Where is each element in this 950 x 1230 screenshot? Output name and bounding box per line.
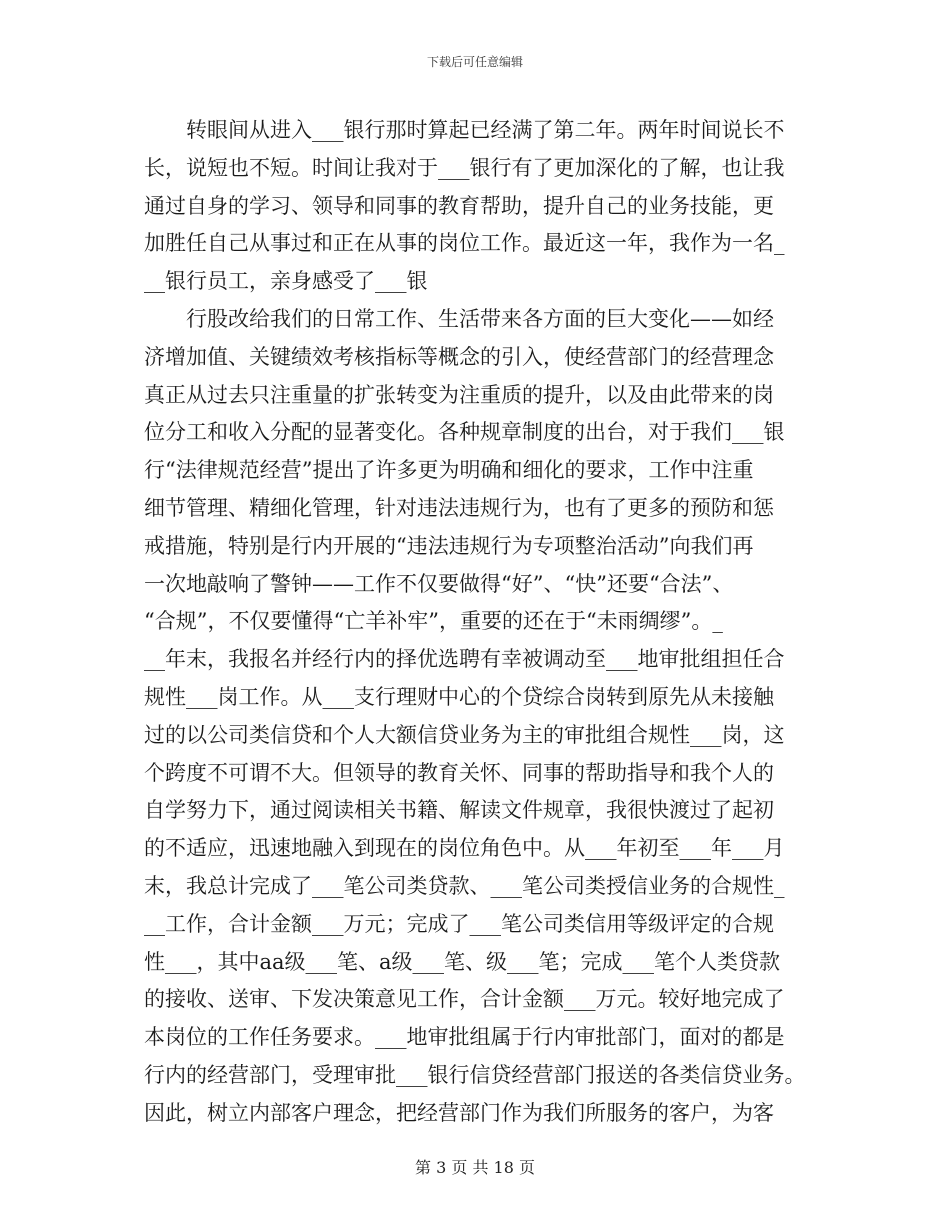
text-line: “合规”，不仅要懂得“亡羊补牢”，重要的还在于“未雨绸缪”。_ — [144, 609, 723, 634]
text-line: 细节管理、精细化管理，针对违法违规行为，也有了更多的预防和惩 — [144, 495, 774, 520]
text-line: 一次地敲响了警钟——工作不仅要做得“好”、“快”还要“合法”、 — [144, 571, 734, 596]
text-line: 济增加值、关键绩效考核指标等概念的引入，使经营部门的经营理念 — [144, 344, 774, 369]
text-line: 行“法律规范经营”提出了许多更为明确和细化的要求，工作中注重 — [144, 458, 754, 483]
text-line: 转眼间从进入___银行那时算起已经满了第二年。两年时间说长不 — [186, 118, 785, 142]
text-line: 过的以公司类信贷和个人大额信贷业务为主的审批组合规性___岗，这 — [144, 722, 785, 747]
text-line: 的不适应，迅速地融入到现在的岗位角色中。从___年初至___年___月 — [144, 836, 785, 861]
text-line: 位分工和收入分配的显著变化。各种规章制度的出台，对于我们___银 — [144, 420, 785, 445]
text-line: __年末，我报名并经行内的择优选聘有幸被调动至___地审批组担任合 — [144, 647, 785, 672]
page-number: 第 3 页 共 18 页 — [415, 1158, 535, 1177]
text-line: 本岗位的工作任务要求。___地审批组属于行内审批部门，面对的都是 — [144, 1025, 785, 1050]
text-line: 性___，其中aa级___笔、a级___笔、级___笔；完成___笔个人类贷款 — [144, 949, 781, 974]
text-line: 因此，树立内部客户理念，把经营部门作为我们所服务的客户，为客 — [144, 1100, 774, 1125]
text-line: 加胜任自己从事过和正在从事的岗位工作。最近这一年，我作为一名_ — [144, 231, 785, 256]
text-line: 的接收、送审、下发决策意见工作，合计金额___万元。较好地完成了 — [144, 987, 785, 1012]
text-line: 个跨度不可谓不大。但领导的教育关怀、同事的帮助指导和我个人的 — [144, 760, 774, 785]
text-line: 戒措施，特别是行内开展的“违法违规行为专项整治活动”向我们再 — [144, 533, 754, 558]
text-line: 通过自身的学习、领导和同事的教育帮助，提升自己的业务技能，更 — [144, 193, 774, 218]
text-line: 规性___岗工作。从___支行理财中心的个贷综合岗转到原先从未接触 — [144, 684, 774, 709]
text-line: 长，说短也不短。时间让我对于___银行有了更加深化的了解，也让我 — [144, 155, 785, 180]
text-line: 末，我总计完成了___笔公司类贷款、___笔公司类授信业务的合规性_ — [144, 873, 785, 898]
page-header: 下载后可任意编辑 — [426, 55, 523, 69]
text-line: 行股改给我们的日常工作、生活带来各方面的巨大变化——如经 — [186, 306, 774, 331]
document-body — [144, 112, 812, 1133]
text-line: 自学努力下，通过阅读相关书籍、解读文件规章，我很快渡过了起初 — [144, 798, 774, 823]
text-line: 真正从过去只注重量的扩张转变为注重质的提升，以及由此带来的岗 — [144, 382, 774, 407]
text-line: __银行员工，亲身感受了___银 — [144, 269, 428, 294]
text-line: __工作，合计金额___万元；完成了___笔公司类信用等级评定的合规 — [144, 911, 774, 936]
text-line: 行内的经营部门，受理审批___银行信贷经营部门报送的各类信贷业务。 — [144, 1062, 806, 1087]
